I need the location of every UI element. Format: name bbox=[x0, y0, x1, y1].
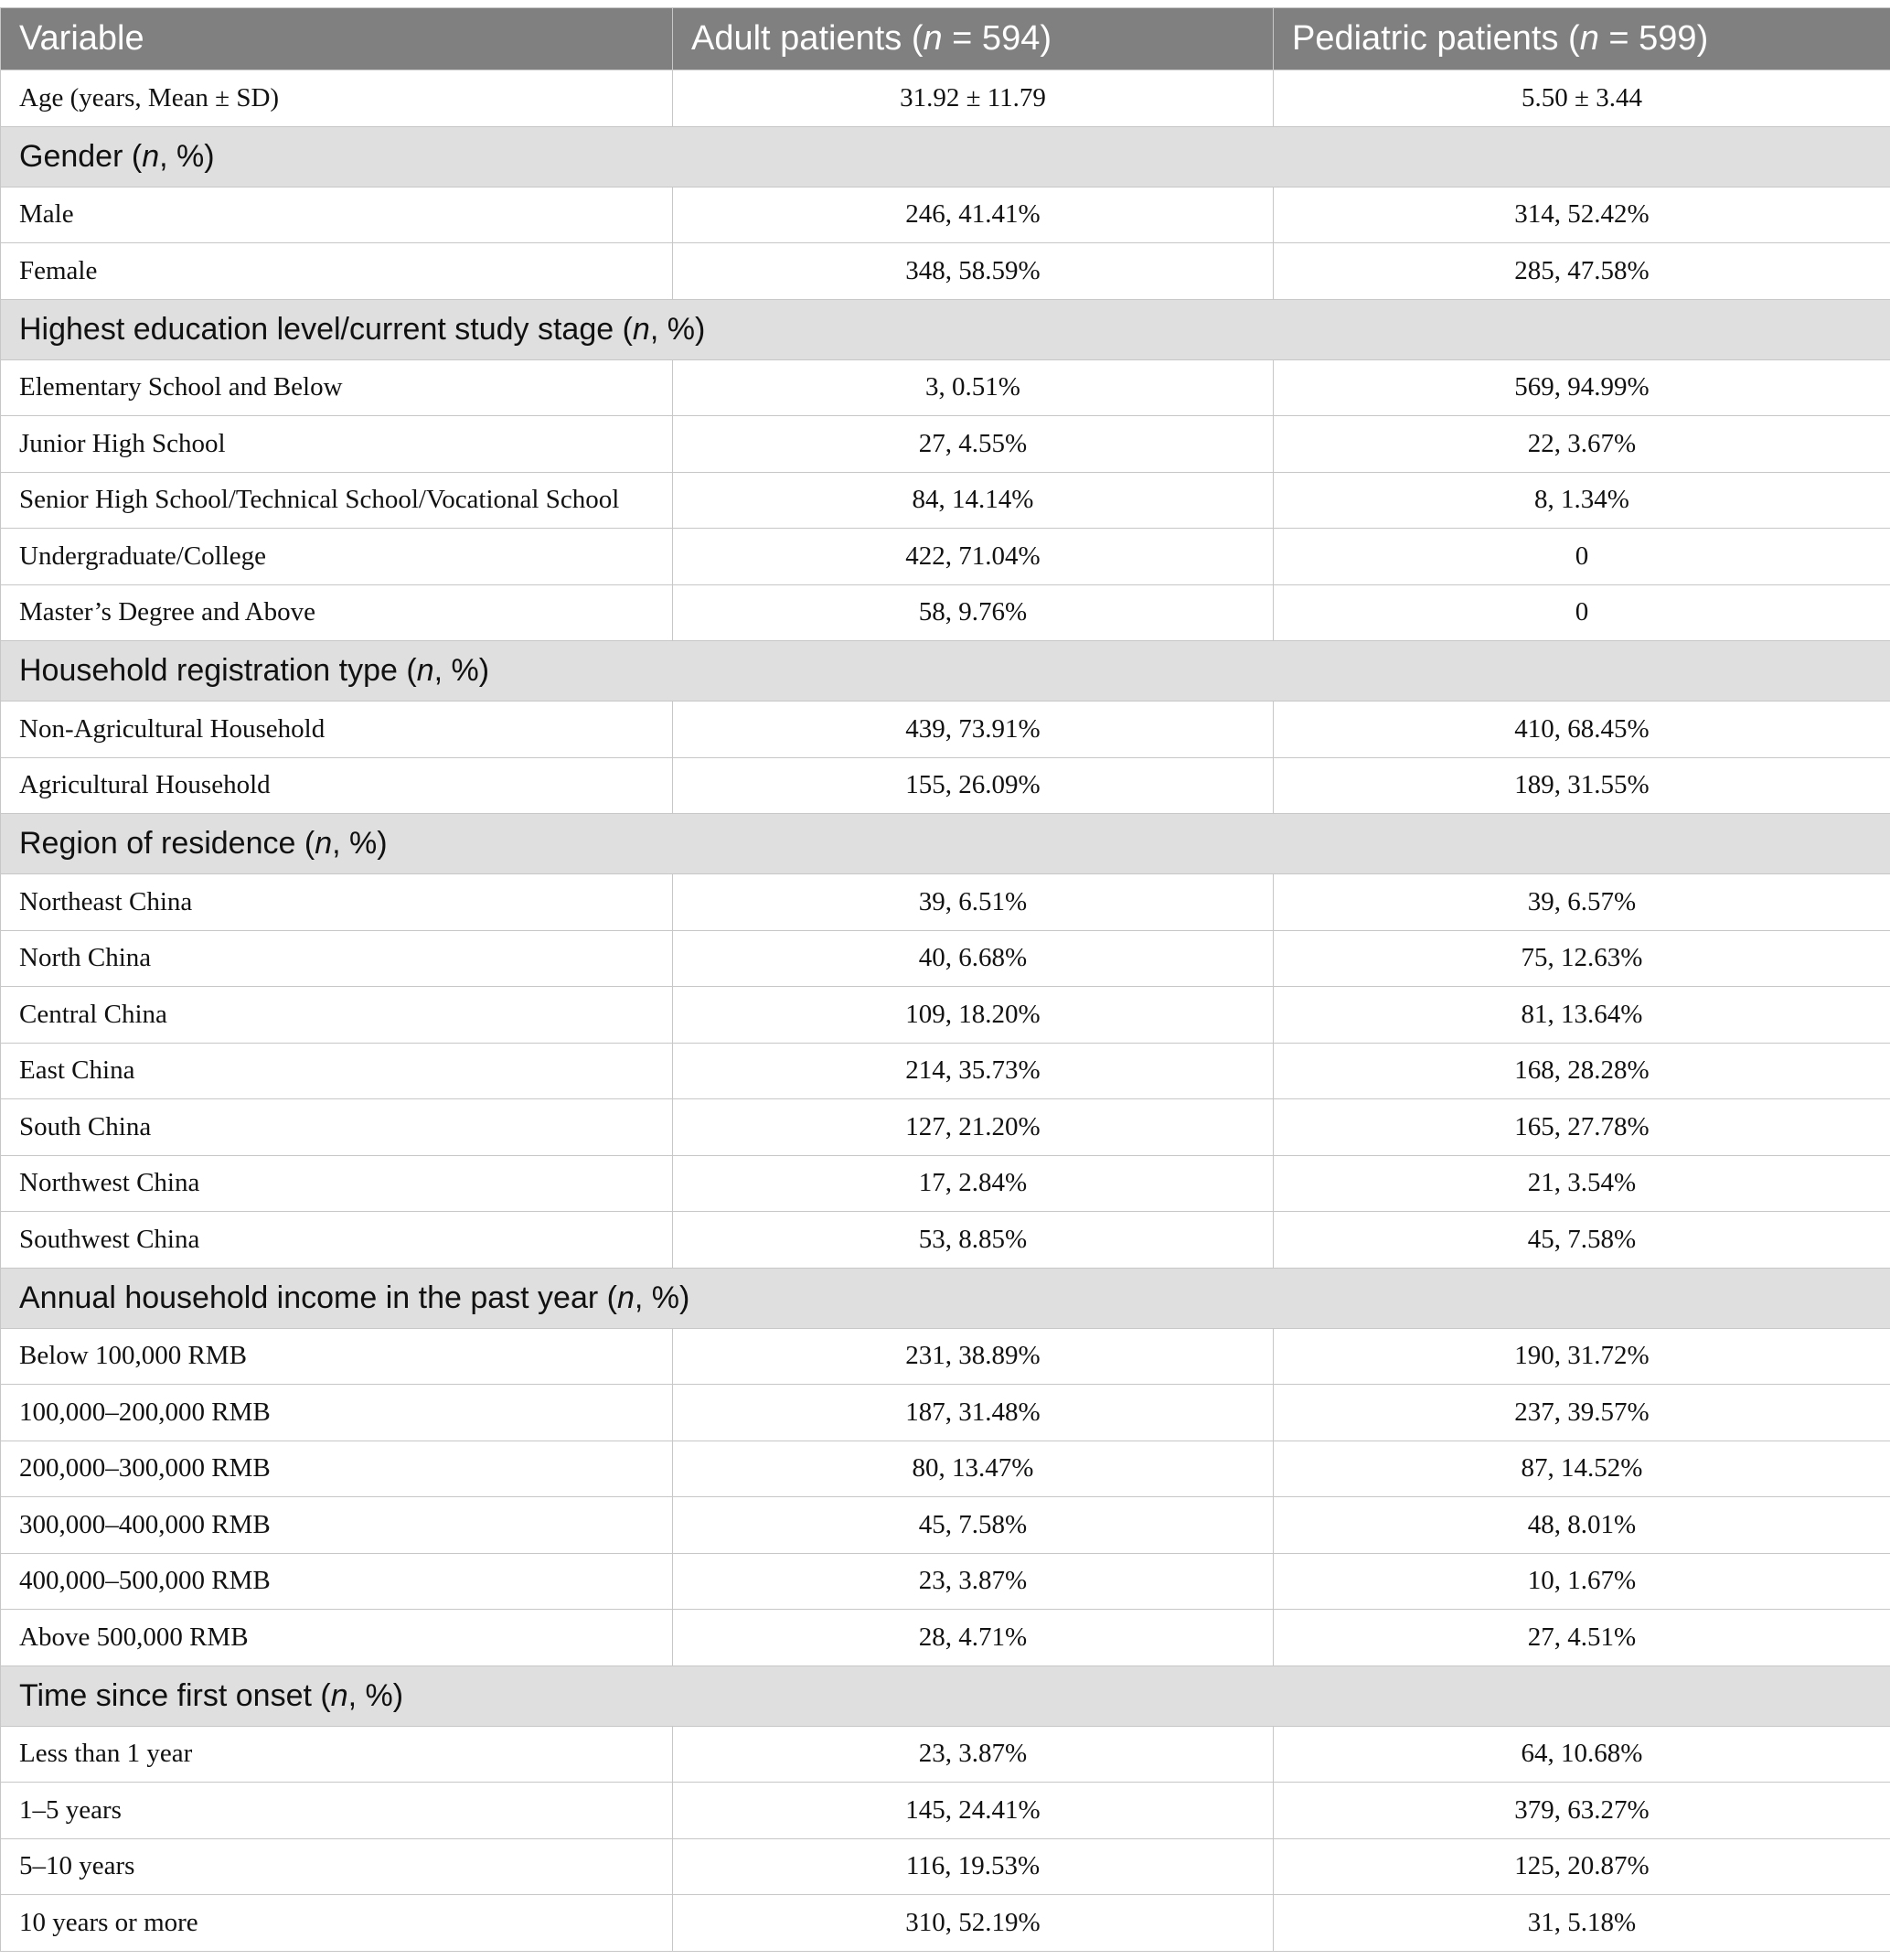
adult-value: 214, 35.73% bbox=[673, 1043, 1274, 1099]
row-label: North China bbox=[1, 930, 673, 987]
adult-value: 3, 0.51% bbox=[673, 359, 1274, 416]
table-row bbox=[1, 584, 1890, 641]
pediatric-value: 27, 4.51% bbox=[1274, 1610, 1890, 1666]
adult-value: 17, 2.84% bbox=[673, 1155, 1274, 1212]
section-title bbox=[1, 126, 1890, 187]
adult-value: 422, 71.04% bbox=[673, 529, 1274, 585]
row-label: Southwest China bbox=[1, 1212, 673, 1269]
row-label: Male bbox=[1, 187, 673, 243]
section-title bbox=[1, 641, 1890, 702]
pediatric-value: 165, 27.78% bbox=[1274, 1099, 1890, 1156]
pediatric-value: 168, 28.28% bbox=[1274, 1043, 1890, 1099]
pediatric-value: 569, 94.99% bbox=[1274, 359, 1890, 416]
table-row bbox=[1, 1155, 1890, 1212]
header-adult-patients bbox=[673, 8, 1274, 70]
table-row bbox=[1, 187, 1890, 243]
section-title-n: n bbox=[632, 311, 650, 347]
adult-value: 109, 18.20% bbox=[673, 987, 1274, 1044]
section-title-suffix: , %) bbox=[332, 826, 388, 861]
adult-value: 28, 4.71% bbox=[673, 1610, 1274, 1666]
adult-value: 187, 31.48% bbox=[673, 1385, 1274, 1441]
pediatric-value: 81, 13.64% bbox=[1274, 987, 1890, 1044]
adult-value: 23, 3.87% bbox=[673, 1553, 1274, 1610]
adult-value: 84, 14.14% bbox=[673, 472, 1274, 529]
section-title-suffix: , %) bbox=[159, 138, 215, 174]
row-label: 100,000–200,000 RMB bbox=[1, 1385, 673, 1441]
header-adult-n: n bbox=[923, 19, 943, 58]
table-row bbox=[1, 1099, 1890, 1156]
header-pediatric-suffix: = 599) bbox=[1598, 19, 1709, 58]
header-adult-prefix: Adult patients ( bbox=[691, 19, 924, 58]
header-variable: Variable bbox=[1, 8, 673, 70]
row-label: Age (years, Mean ± SD) bbox=[1, 70, 673, 127]
section-title bbox=[1, 1268, 1890, 1328]
pediatric-value: 379, 63.27% bbox=[1274, 1783, 1890, 1839]
row-label: South China bbox=[1, 1099, 673, 1156]
row-label: 5–10 years bbox=[1, 1838, 673, 1895]
row-label: Below 100,000 RMB bbox=[1, 1328, 673, 1385]
table-row bbox=[1, 1838, 1890, 1895]
row-label: 10 years or more bbox=[1, 1895, 673, 1952]
table-row bbox=[1, 243, 1890, 300]
adult-value: 23, 3.87% bbox=[673, 1726, 1274, 1783]
pediatric-value: 190, 31.72% bbox=[1274, 1328, 1890, 1385]
row-label: Agricultural Household bbox=[1, 757, 673, 814]
section-header-row bbox=[1, 641, 1890, 702]
pediatric-value: 8, 1.34% bbox=[1274, 472, 1890, 529]
table-row bbox=[1, 987, 1890, 1044]
pediatric-value: 21, 3.54% bbox=[1274, 1155, 1890, 1212]
adult-value: 310, 52.19% bbox=[673, 1895, 1274, 1952]
adult-value: 58, 9.76% bbox=[673, 584, 1274, 641]
row-label: Junior High School bbox=[1, 416, 673, 473]
row-label: 200,000–300,000 RMB bbox=[1, 1441, 673, 1497]
section-title bbox=[1, 299, 1890, 359]
pediatric-value: 0 bbox=[1274, 584, 1890, 641]
pediatric-value: 22, 3.67% bbox=[1274, 416, 1890, 473]
section-title bbox=[1, 1665, 1890, 1726]
table-header-row bbox=[1, 8, 1890, 70]
table-row bbox=[1, 1610, 1890, 1666]
row-label: Less than 1 year bbox=[1, 1726, 673, 1783]
table-row bbox=[1, 1212, 1890, 1269]
adult-value: 39, 6.51% bbox=[673, 874, 1274, 931]
section-title-prefix: Region of residence ( bbox=[19, 826, 315, 861]
adult-value: 45, 7.58% bbox=[673, 1497, 1274, 1554]
section-title-prefix: Gender ( bbox=[19, 138, 143, 174]
pediatric-value: 410, 68.45% bbox=[1274, 702, 1890, 758]
table-row bbox=[1, 416, 1890, 473]
table-row bbox=[1, 757, 1890, 814]
pediatric-value: 31, 5.18% bbox=[1274, 1895, 1890, 1952]
section-header-row bbox=[1, 1268, 1890, 1328]
adult-value: 127, 21.20% bbox=[673, 1099, 1274, 1156]
row-label: Master’s Degree and Above bbox=[1, 584, 673, 641]
adult-value: 246, 41.41% bbox=[673, 187, 1274, 243]
table-row bbox=[1, 529, 1890, 585]
table-row bbox=[1, 359, 1890, 416]
table-row bbox=[1, 1385, 1890, 1441]
row-label: Non-Agricultural Household bbox=[1, 702, 673, 758]
header-pediatric-prefix: Pediatric patients ( bbox=[1292, 19, 1580, 58]
header-pediatric-n: n bbox=[1579, 19, 1599, 58]
adult-value: 439, 73.91% bbox=[673, 702, 1274, 758]
table-row bbox=[1, 930, 1890, 987]
section-title-n: n bbox=[315, 826, 333, 861]
row-label: Central China bbox=[1, 987, 673, 1044]
table-row bbox=[1, 1783, 1890, 1839]
section-title-n: n bbox=[416, 653, 434, 688]
table-row bbox=[1, 1497, 1890, 1554]
pediatric-value: 64, 10.68% bbox=[1274, 1726, 1890, 1783]
row-label: Female bbox=[1, 243, 673, 300]
row-label: 400,000–500,000 RMB bbox=[1, 1553, 673, 1610]
header-pediatric-patients bbox=[1274, 8, 1890, 70]
section-title-suffix: , %) bbox=[649, 311, 706, 347]
pediatric-value: 285, 47.58% bbox=[1274, 243, 1890, 300]
row-label: Above 500,000 RMB bbox=[1, 1610, 673, 1666]
row-label: Elementary School and Below bbox=[1, 359, 673, 416]
adult-value: 231, 38.89% bbox=[673, 1328, 1274, 1385]
section-title-prefix: Annual household income in the past year ( bbox=[19, 1280, 617, 1315]
row-label: Undergraduate/College bbox=[1, 529, 673, 585]
pediatric-value: 48, 8.01% bbox=[1274, 1497, 1890, 1554]
table-row bbox=[1, 472, 1890, 529]
section-header-row bbox=[1, 1665, 1890, 1726]
pediatric-value: 0 bbox=[1274, 529, 1890, 585]
pediatric-value: 189, 31.55% bbox=[1274, 757, 1890, 814]
adult-value: 145, 24.41% bbox=[673, 1783, 1274, 1839]
section-header-row bbox=[1, 299, 1890, 359]
pediatric-value: 5.50 ± 3.44 bbox=[1274, 70, 1890, 127]
row-label: Northwest China bbox=[1, 1155, 673, 1212]
pediatric-value: 45, 7.58% bbox=[1274, 1212, 1890, 1269]
section-title bbox=[1, 814, 1890, 874]
pediatric-value: 125, 20.87% bbox=[1274, 1838, 1890, 1895]
row-label: East China bbox=[1, 1043, 673, 1099]
table-row bbox=[1, 1553, 1890, 1610]
section-title-suffix: , %) bbox=[634, 1280, 690, 1315]
pediatric-value: 237, 39.57% bbox=[1274, 1385, 1890, 1441]
section-header-row bbox=[1, 126, 1890, 187]
table-row bbox=[1, 874, 1890, 931]
section-title-suffix: , %) bbox=[347, 1677, 404, 1713]
section-title-n: n bbox=[616, 1280, 635, 1315]
table-row-age bbox=[1, 70, 1890, 127]
pediatric-value: 75, 12.63% bbox=[1274, 930, 1890, 987]
table-row bbox=[1, 1441, 1890, 1497]
section-title-suffix: , %) bbox=[433, 653, 490, 688]
pediatric-value: 87, 14.52% bbox=[1274, 1441, 1890, 1497]
row-label: Senior High School/Technical School/Vocational School bbox=[1, 472, 673, 529]
adult-value: 53, 8.85% bbox=[673, 1212, 1274, 1269]
pediatric-value: 10, 1.67% bbox=[1274, 1553, 1890, 1610]
section-title-n: n bbox=[330, 1677, 348, 1713]
row-label: 300,000–400,000 RMB bbox=[1, 1497, 673, 1554]
table-row bbox=[1, 702, 1890, 758]
adult-value: 155, 26.09% bbox=[673, 757, 1274, 814]
header-adult-suffix: = 594) bbox=[942, 19, 1052, 58]
row-label: 1–5 years bbox=[1, 1783, 673, 1839]
adult-value: 40, 6.68% bbox=[673, 930, 1274, 987]
row-label: Northeast China bbox=[1, 874, 673, 931]
adult-value: 31.92 ± 11.79 bbox=[673, 70, 1274, 127]
table-row bbox=[1, 1895, 1890, 1952]
table-row bbox=[1, 1328, 1890, 1385]
demographics-table bbox=[0, 7, 1890, 1952]
section-title-prefix: Highest education level/current study stage ( bbox=[19, 311, 633, 347]
section-title-prefix: Household registration type ( bbox=[19, 653, 417, 688]
table-row bbox=[1, 1726, 1890, 1783]
table-row bbox=[1, 1043, 1890, 1099]
adult-value: 116, 19.53% bbox=[673, 1838, 1274, 1895]
section-title-n: n bbox=[142, 138, 160, 174]
adult-value: 348, 58.59% bbox=[673, 243, 1274, 300]
table-body bbox=[1, 70, 1890, 1952]
pediatric-value: 314, 52.42% bbox=[1274, 187, 1890, 243]
section-title-prefix: Time since first onset ( bbox=[19, 1677, 331, 1713]
adult-value: 80, 13.47% bbox=[673, 1441, 1274, 1497]
pediatric-value: 39, 6.57% bbox=[1274, 874, 1890, 931]
section-header-row bbox=[1, 814, 1890, 874]
adult-value: 27, 4.55% bbox=[673, 416, 1274, 473]
